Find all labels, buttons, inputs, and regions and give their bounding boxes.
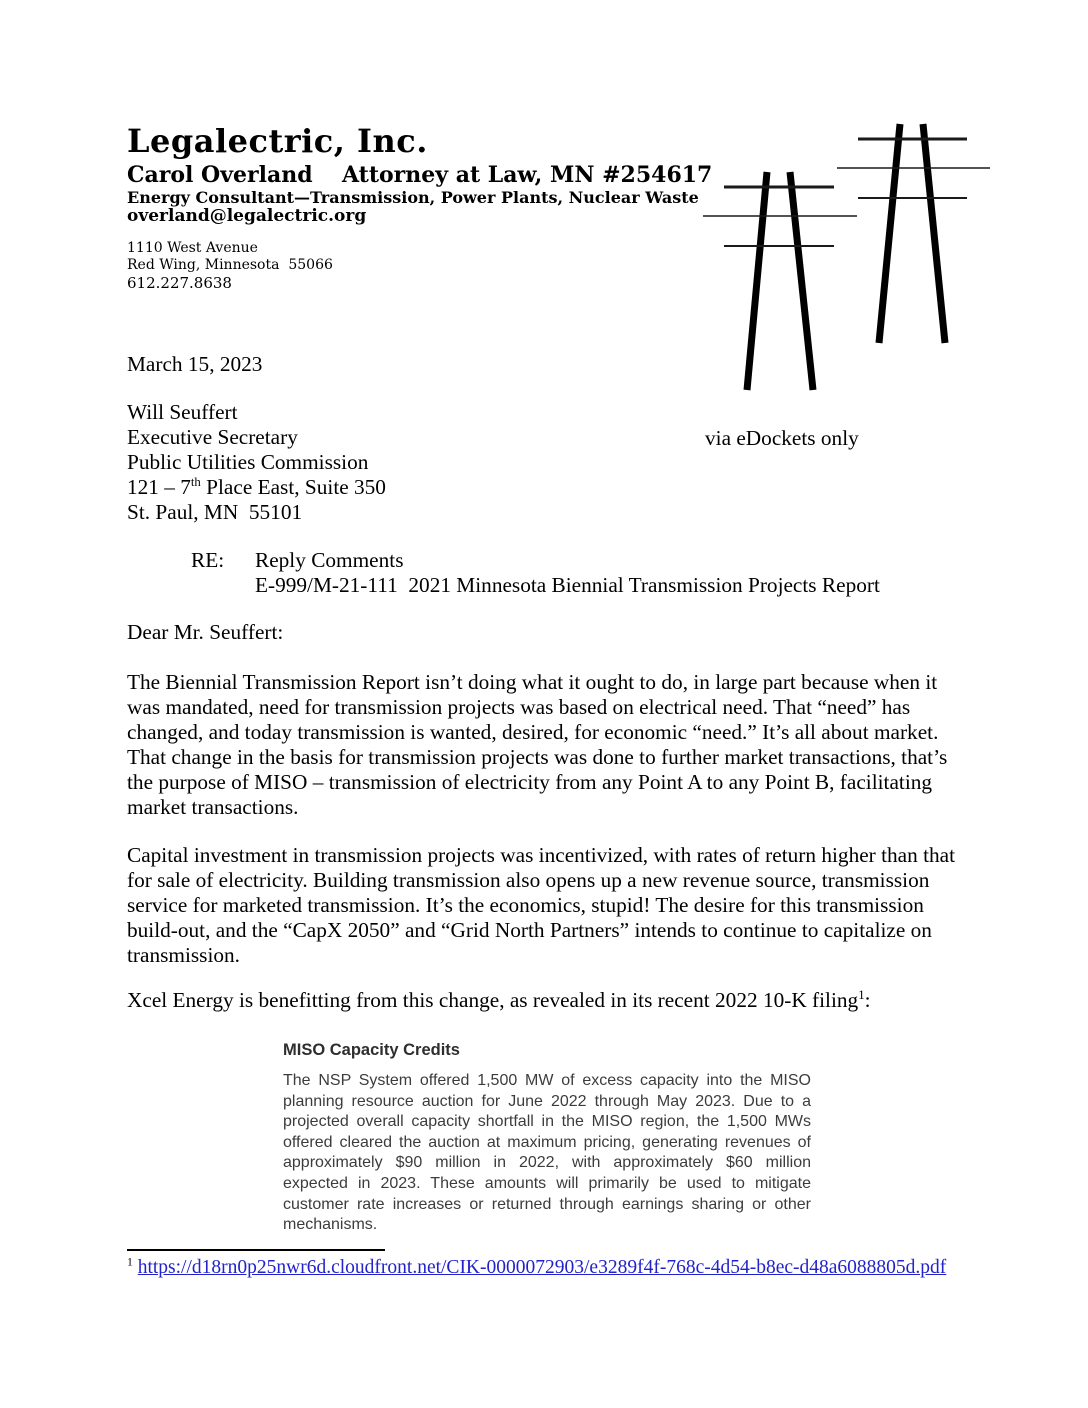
letter-date: March 15, 2023 — [127, 352, 263, 376]
salutation: Dear Mr. Seuffert: — [127, 620, 284, 644]
re-line-1: Reply Comments — [255, 548, 404, 572]
recipient-block — [127, 400, 386, 525]
footnote-marker: 1 — [127, 1255, 133, 1269]
recipient-name: Will Seuffert — [127, 400, 238, 424]
re-lines — [255, 548, 880, 598]
email-address: overland@legalectric.org — [127, 206, 367, 226]
paragraph-2: Capital investment in transmission projects was incentivized, with rates of return higher than that for sale of electricity. Building transmission also opens up a new revenue source, transmission service for marketed transmission. It’s the economics, stupid! The desire for this transmission build-out, and the “CapX 2050” and “Grid North Partners” intends to continue to capitalize on transmission. — [127, 843, 956, 967]
attorney-title: Attorney at Law, MN #254617 — [342, 162, 713, 188]
city-state-zip: Red Wing, Minnesota 55066 — [127, 257, 333, 273]
re-label: RE: — [191, 548, 225, 572]
recipient-street: 121 – 7th Place East, Suite 350 — [127, 474, 386, 499]
attorney-name: Carol Overland — [127, 162, 313, 188]
footnote-link[interactable]: https://d18rn0p25nwr6d.cloudfront.net/CIK-0000072903/e3289f4f-768c-4d54-b8ec-d48a6088805d.pdf — [137, 1257, 947, 1278]
footnote-reference: 1 — [858, 987, 865, 1002]
street-address: 1110 West Avenue — [127, 240, 258, 256]
excerpt-body: The NSP System offered 1,500 MW of excess capacity into the MISO planning resource auction for June 2022 through May 2023. Due to a projected overall capacity shortfall in the MISO region, the 1,500 MWs offered cleared the auction at maximum pricing, generating revenues of approximately $90 million in 2022, with approximately $60 million expected in 2023. These amounts will primarily be used to mitigate customer rate increases or returned through earnings sharing or other mechanisms. — [283, 1072, 811, 1234]
company-name: Legalectric, Inc. — [127, 122, 428, 160]
recipient-city: St. Paul, MN 55101 — [127, 500, 303, 524]
paragraph-1: The Biennial Transmission Report isn’t doing what it ought to do, in large part because when it was mandated, need for transmission projects was based on electrical need. That “need” has changed, and today transmission is wanted, desired, for economic “need.” It’s all about market. That change in the basis for transmission projects was done to further market transactions, that’s the purpose of MISO – transmission of electricity from any Point A to any Point B, facilitating market transactions. — [127, 670, 948, 819]
paragraph-3: Xcel Energy is benefitting from this change, as revealed in its recent 2022 10-K filing$^1$: — [127, 987, 871, 1012]
ordinal-suffix: th — [190, 474, 201, 489]
specialty-line: Energy Consultant—Transmission, Power Plants, Nuclear Waste — [127, 188, 699, 207]
re-line-2: E-999/M-21-111 2021 Minnesota Biennial Transmission Projects Report — [255, 573, 880, 597]
transmission-towers-icon — [690, 105, 1000, 400]
delivery-method: via eDockets only — [705, 426, 859, 450]
tenk-excerpt — [283, 1041, 811, 1236]
recipient-org: Public Utilities Commission — [127, 450, 369, 474]
recipient-role: Executive Secretary — [127, 425, 298, 449]
excerpt-title: MISO Capacity Credits — [283, 1041, 460, 1059]
footnote — [127, 1257, 946, 1279]
footnote-separator — [127, 1249, 385, 1251]
subject-block — [191, 548, 880, 598]
phone-number: 612.227.8638 — [127, 274, 232, 292]
